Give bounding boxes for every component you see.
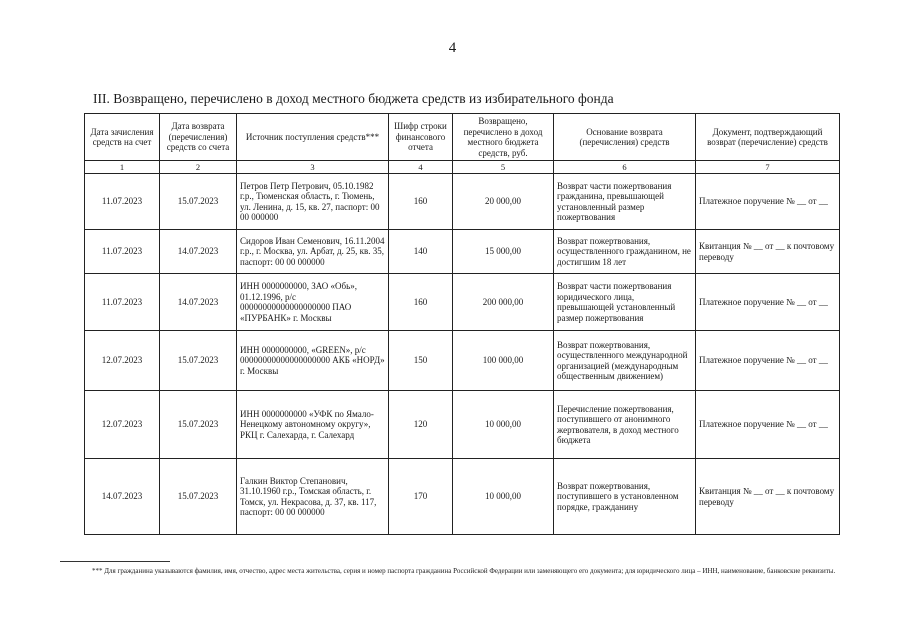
column-number: 6 [554,161,696,174]
reason-cell: Возврат пожертвования, осуществленного гражданином, не достигшим 18 лет [554,230,696,274]
column-number-row [85,161,840,174]
source-cell: ИНН 0000000000, ЗАО «Обь», 01.12.1996, р/с 00000000000000000000 ПАО «ПУРБАНК» г. Москвы [237,274,389,331]
reason-cell: Возврат части пожертвования гражданина, превышающей установленный размер пожертвования [554,174,696,230]
amount-cell: 15 000,00 [453,230,554,274]
column-number: 2 [160,161,237,174]
document-cell: Платежное поручение № __ от __ [696,331,840,391]
header-row [85,114,840,161]
date-returned-cell: 15.07.2023 [160,331,237,391]
date-received-cell: 14.07.2023 [85,459,160,535]
page-number: 4 [448,40,457,56]
date-received-cell: 12.07.2023 [85,391,160,459]
column-number: 5 [453,161,554,174]
line-code-cell: 170 [389,459,453,535]
amount-cell: 20 000,00 [453,174,554,230]
header-cell: Возвращено, перечислено в доход местного бюджета средств, руб. [453,114,554,161]
table-row [85,331,840,391]
table-row [85,230,840,274]
date-received-cell: 11.07.2023 [85,274,160,331]
source-cell: ИНН 0000000000, «GREEN», р/с 00000000000000000000 АКБ «НОРД» г. Москвы [237,331,389,391]
source-cell: Петров Петр Петрович, 05.10.1982 г.р., Тюменская область, г. Тюмень, ул. Ленина, д. 15, кв. 27, паспорт: 00 00 000000 [237,174,389,230]
date-returned-cell: 15.07.2023 [160,391,237,459]
reason-cell: Перечисление пожертвования, поступившего от анонимного жертвователя, в доход местного бюджета [554,391,696,459]
date-returned-cell: 14.07.2023 [160,274,237,331]
amount-cell: 10 000,00 [453,391,554,459]
amount-cell: 100 000,00 [453,331,554,391]
footnote-divider [60,561,170,562]
header-cell: Документ, подтверждающий возврат (перечисление) средств [696,114,840,161]
date-received-cell: 12.07.2023 [85,331,160,391]
returns-table [84,113,840,535]
document-cell: Платежное поручение № __ от __ [696,391,840,459]
date-returned-cell: 15.07.2023 [160,459,237,535]
header-cell: Основание возврата (перечисления) средств [554,114,696,161]
header-cell: Источник поступления средств*** [237,114,389,161]
document-cell: Квитанция № __ от __ к почтовому переводу [696,459,840,535]
document-cell: Платежное поручение № __ от __ [696,174,840,230]
line-code-cell: 160 [389,274,453,331]
table-row [85,274,840,331]
header-cell: Дата зачисления средств на счет [85,114,160,161]
column-number: 4 [389,161,453,174]
date-received-cell: 11.07.2023 [85,230,160,274]
source-cell: Галкин Виктор Степанович, 31.10.1960 г.р., Томская область, г. Томск, ул. Некрасова, д. 37, кв. 117, паспорт: 00 00 000000 [237,459,389,535]
line-code-cell: 140 [389,230,453,274]
column-number: 7 [696,161,840,174]
amount-cell: 200 000,00 [453,274,554,331]
source-cell: Сидоров Иван Семенович, 16.11.2004 г.р., г. Москва, ул. Арбат, д. 25, кв. 35, паспорт: 00 00 000000 [237,230,389,274]
reason-cell: Возврат пожертвования, осуществленного международной организацией (международным общественным движением) [554,331,696,391]
header-cell: Дата возврата (перечисления) средств со счета [160,114,237,161]
column-number: 3 [237,161,389,174]
document-cell: Квитанция № __ от __ к почтовому переводу [696,230,840,274]
header-cell: Шифр строки финансового отчета [389,114,453,161]
date-received-cell: 11.07.2023 [85,174,160,230]
table-row [85,391,840,459]
line-code-cell: 160 [389,174,453,230]
amount-cell: 10 000,00 [453,459,554,535]
reason-cell: Возврат части пожертвования юридического лица, превышающей установленный размер пожертвования [554,274,696,331]
date-returned-cell: 15.07.2023 [160,174,237,230]
table-row [85,174,840,230]
section-title: III. Возвращено, перечислено в доход местного бюджета средств из избирательного фонда [93,91,614,106]
reason-cell: Возврат пожертвования, поступившего в установленном порядке, гражданину [554,459,696,535]
footnote: *** Для гражданина указываются фамилия, имя, отчество, адрес места жительства, серия и номер паспорта гражданина Российской Федерации или заменяющего его документа; для юридического лица – ИНН, наименование, банковские реквизиты. [92,567,836,575]
line-code-cell: 150 [389,331,453,391]
column-number: 1 [85,161,160,174]
table-row [85,459,840,535]
source-cell: ИНН 0000000000 «УФК по Ямало-Ненецкому автономному округу», РКЦ г. Салехарда, г. Салехард [237,391,389,459]
line-code-cell: 120 [389,391,453,459]
date-returned-cell: 14.07.2023 [160,230,237,274]
document-cell: Платежное поручение № __ от __ [696,274,840,331]
